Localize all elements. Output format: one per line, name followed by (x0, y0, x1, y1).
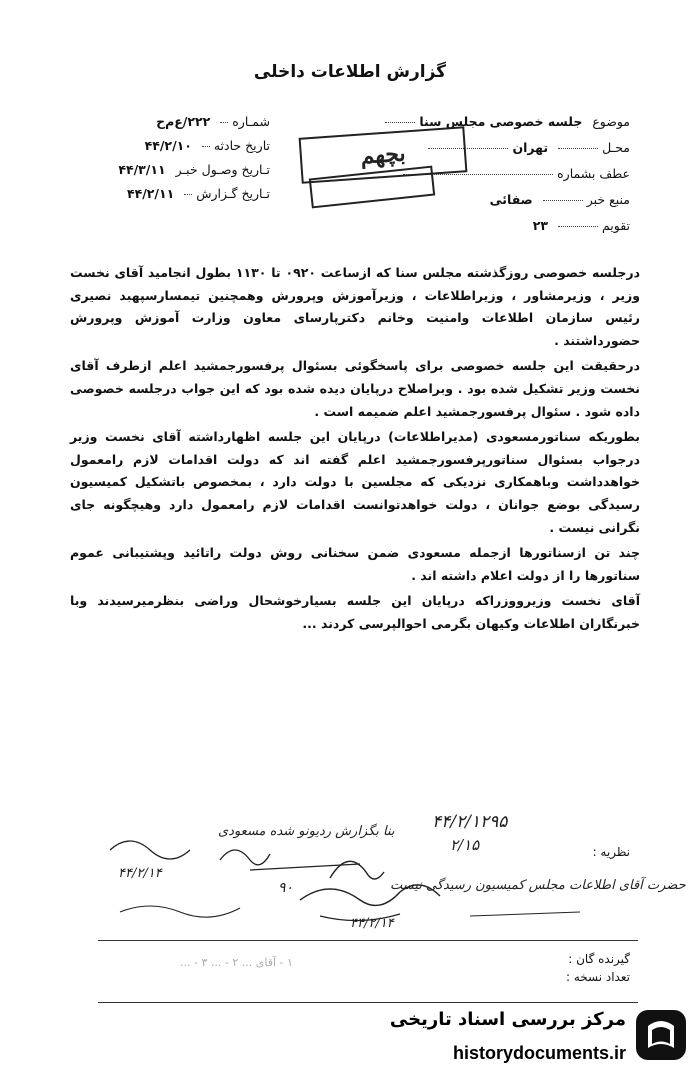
brand-name: مرکز بررسی اسناد تاریخی (389, 1009, 626, 1030)
body-paragraph: چند تن ازسناتورها ازجمله مسعودی ضمن سخنانی روش دولت راتائید وپشتیبانی عموم سناتورها را از دولت اعلام داشته اند . (70, 545, 640, 583)
body-paragraph: بطوریکه سناتورمسعودی (مدیراطلاعات) درپایان این جلسه اظهارداشته آقای نخست وزیر درجواب بسئوال سناتورپرفسورجمشید اعلم گفته اند که دولت اقدامات لازم رامعمول خواهدداشت وباهمکاری نزدیکی که مجلسین با دولت دارد ، بمخصوص باتشکیل کمیسیون رسیدگی بوضع جوانان ، دولت خواهدتوانست اقدامات لازم رامعمول دارد وهیچگونه جای نگرانی نیست . (70, 429, 640, 535)
recipients-label: گیرنده گان : (568, 952, 630, 966)
handwritten-signature-1: ۴۴/۲/۱۴ (118, 866, 162, 881)
hand-reference: ۲/۱۵ (450, 836, 480, 854)
field-label: عطف بشماره (557, 166, 630, 181)
body-paragraph: درجلسه خصوصی روزگذشته مجلس سنا که ازساعت ۰۹۲۰ تا ۱۱۳۰ بطول انجامید آقای نخست وزیر ، وزیرمشاور ، وزیراطلاعات ، وزیرآموزش وپرورش وهمچنین تیمسارسپهبد نصیری رئیس سازمان اطلاعات وامنیت وخانم دکترپارسای معاون وزارت آموزش وپرورش حضورداشتند . (70, 265, 640, 348)
field-calendar (380, 218, 630, 244)
field-value: ۲۲۲/ع‌م‌ح (156, 114, 211, 129)
field-value: ۲۳ (532, 218, 548, 233)
field-receipt-date (90, 162, 270, 186)
field-value: جلسه خصوصی مجلس سنا (419, 114, 583, 129)
handwriting-scribbles (90, 820, 650, 940)
field-label: شمـاره (232, 114, 270, 129)
field-value: ۴۴/۳/۱۱ (118, 162, 166, 177)
recipients-faint-text: ۱ - آقای ... ۲ - ... ۳ - ... (180, 956, 293, 969)
field-value: تهران (512, 140, 549, 155)
handwritten-signature-2: ۴۴/۲/۱۴ (350, 916, 394, 931)
brand-url[interactable]: historydocuments.ir (452, 1043, 626, 1063)
footer-divider (98, 940, 638, 941)
archive-logo-icon (634, 1008, 688, 1062)
field-value: ۴۴/۲/۱۰ (144, 138, 192, 153)
field-incident-date (90, 138, 270, 162)
handwritten-number-90: ۹۰ (278, 880, 294, 896)
field-label: تـاریخ وصـول خبـر (175, 162, 270, 177)
field-report-date (90, 186, 270, 210)
field-label: تـاریخ گـزارش (196, 186, 270, 201)
nazariyeh-label: نظریه : (592, 845, 630, 859)
field-label: محـل (602, 140, 630, 155)
field-label: منبع خبر (586, 192, 630, 207)
copies-label: تعداد نسخه : (565, 970, 630, 984)
header-fields-left (90, 114, 270, 210)
hand-number: ۴۴/۲/۱۲۹۵ (432, 812, 508, 832)
field-label: موضوع (592, 114, 630, 129)
field-value: صفائی (489, 192, 533, 207)
field-number (90, 114, 270, 138)
field-value: ۴۴/۲/۱۱ (126, 186, 175, 201)
stamp-text: بچهم (359, 140, 407, 170)
report-title: گزارش اطلاعات داخلی (253, 62, 447, 82)
report-body (70, 262, 640, 639)
handwritten-note-2: حضرت آقای اطلاعات مجلس کمیسیون رسیدگی نیست (390, 878, 686, 893)
footer-divider-2 (98, 1002, 638, 1003)
body-paragraph: آقای نخست وزیرووزراکه درپایان این جلسه بسیارخوشحال وراضی بنظرمیرسیدند وبا خبرنگاران اطلاعات وکیهان بگرمی احوالپرسی کردند ... (70, 593, 640, 631)
field-label: تاریخ حادثه (213, 138, 270, 153)
body-paragraph: درحقیقت این جلسه خصوصی برای پاسخگوئی بسئوال پرفسورجمشید اعلم ازطرف آقای نخست وزیر تشکیل شده بود . وبراصلاح درپایان دیده شده بود که این جواب درجلسه خصوصی داده شود . سئوال پرفسورجمشید اعلم ضمیمه است . (70, 358, 640, 419)
field-label: تقویم (601, 218, 630, 233)
handwritten-note-1: بنا بگزارش ردیونو شده مسعودی (218, 824, 395, 839)
